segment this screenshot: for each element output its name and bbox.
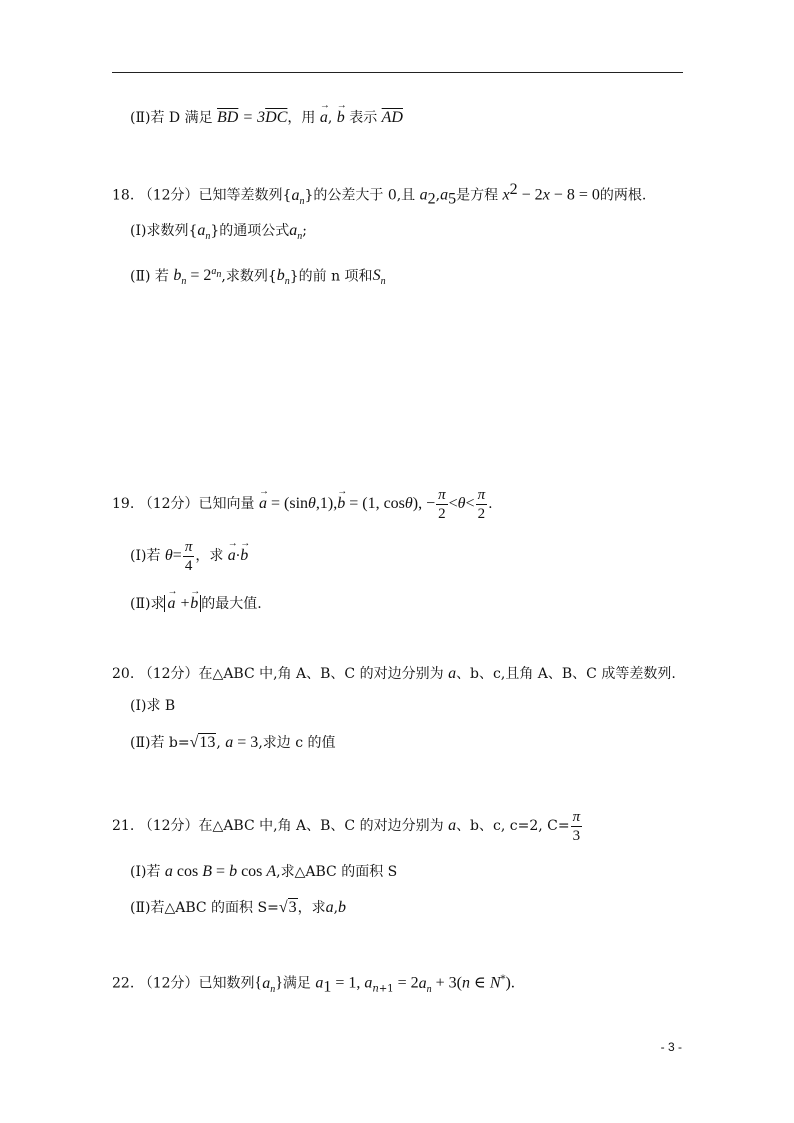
q20-stem: 20. （12分）在△ABC 中,角 A、B、C 的对边分别为 a、b、c,且角 A、B、C 成等差数列. xyxy=(112,665,676,682)
q19-part2: (Ⅱ)求 → a +→ b 的最大值. xyxy=(130,594,262,614)
q20-part2: (Ⅱ)若 b=√13, a = 3,求边 c 的值 xyxy=(130,734,336,751)
q22-stem: 22. （12分）已知数列$\{a_n\}$满足 $a_1 = 1$, $a_{n+1} = 2a_n + 3(n$ ∈ N*). xyxy=(112,974,515,996)
q17-part2: (Ⅱ)若 D 满足 $\overline{BD} = 3\overline{DC}$，用 → a, → b 表示 $\overline{AD}$ xyxy=(130,108,403,128)
page-number: - 3 - xyxy=(660,1040,682,1054)
q21-part1: (Ⅰ)若 a cos B = b cos A,求△ABC 的面积 S xyxy=(130,863,398,880)
q19-stem: 19. （12分）已知向量 → a = (sinθ,1),→ b = (1, cosθ), − $\frac{\pi}{2}$ <θ< $\frac{\pi}{2}$ . xyxy=(112,484,493,524)
q18-part2: (Ⅱ) 若 $b_n = 2^{a_n}$,求数列$\{b_n\}$的前 n 项和$S_n$ xyxy=(130,266,386,288)
q18-stem: 18. （12分）已知等差数列$\{a_n\}$的公差大于 0,且 $a_2,a_5$是方程 $x^2 - 2x - 8 = 0$的两根. xyxy=(112,181,647,208)
q21-stem: 21. （12分）在△ABC 中,角 A、B、C 的对边分别为 a、b、c, c=2, C= $\frac{\pi}{3}$ xyxy=(112,808,581,844)
q19-part1: (Ⅰ)若 θ= $\frac{\pi}{4}$ ，求 → a·→ b xyxy=(130,536,248,576)
q21-part2: (Ⅱ)若△ABC 的面积 S=√3，求a,b xyxy=(130,899,347,916)
header-rule xyxy=(112,72,683,73)
q20-part1: (Ⅰ)求 B xyxy=(130,698,176,714)
q18-part1: (Ⅰ)求数列$\{a_n\}$的通项公式$a_n$; xyxy=(130,222,308,243)
